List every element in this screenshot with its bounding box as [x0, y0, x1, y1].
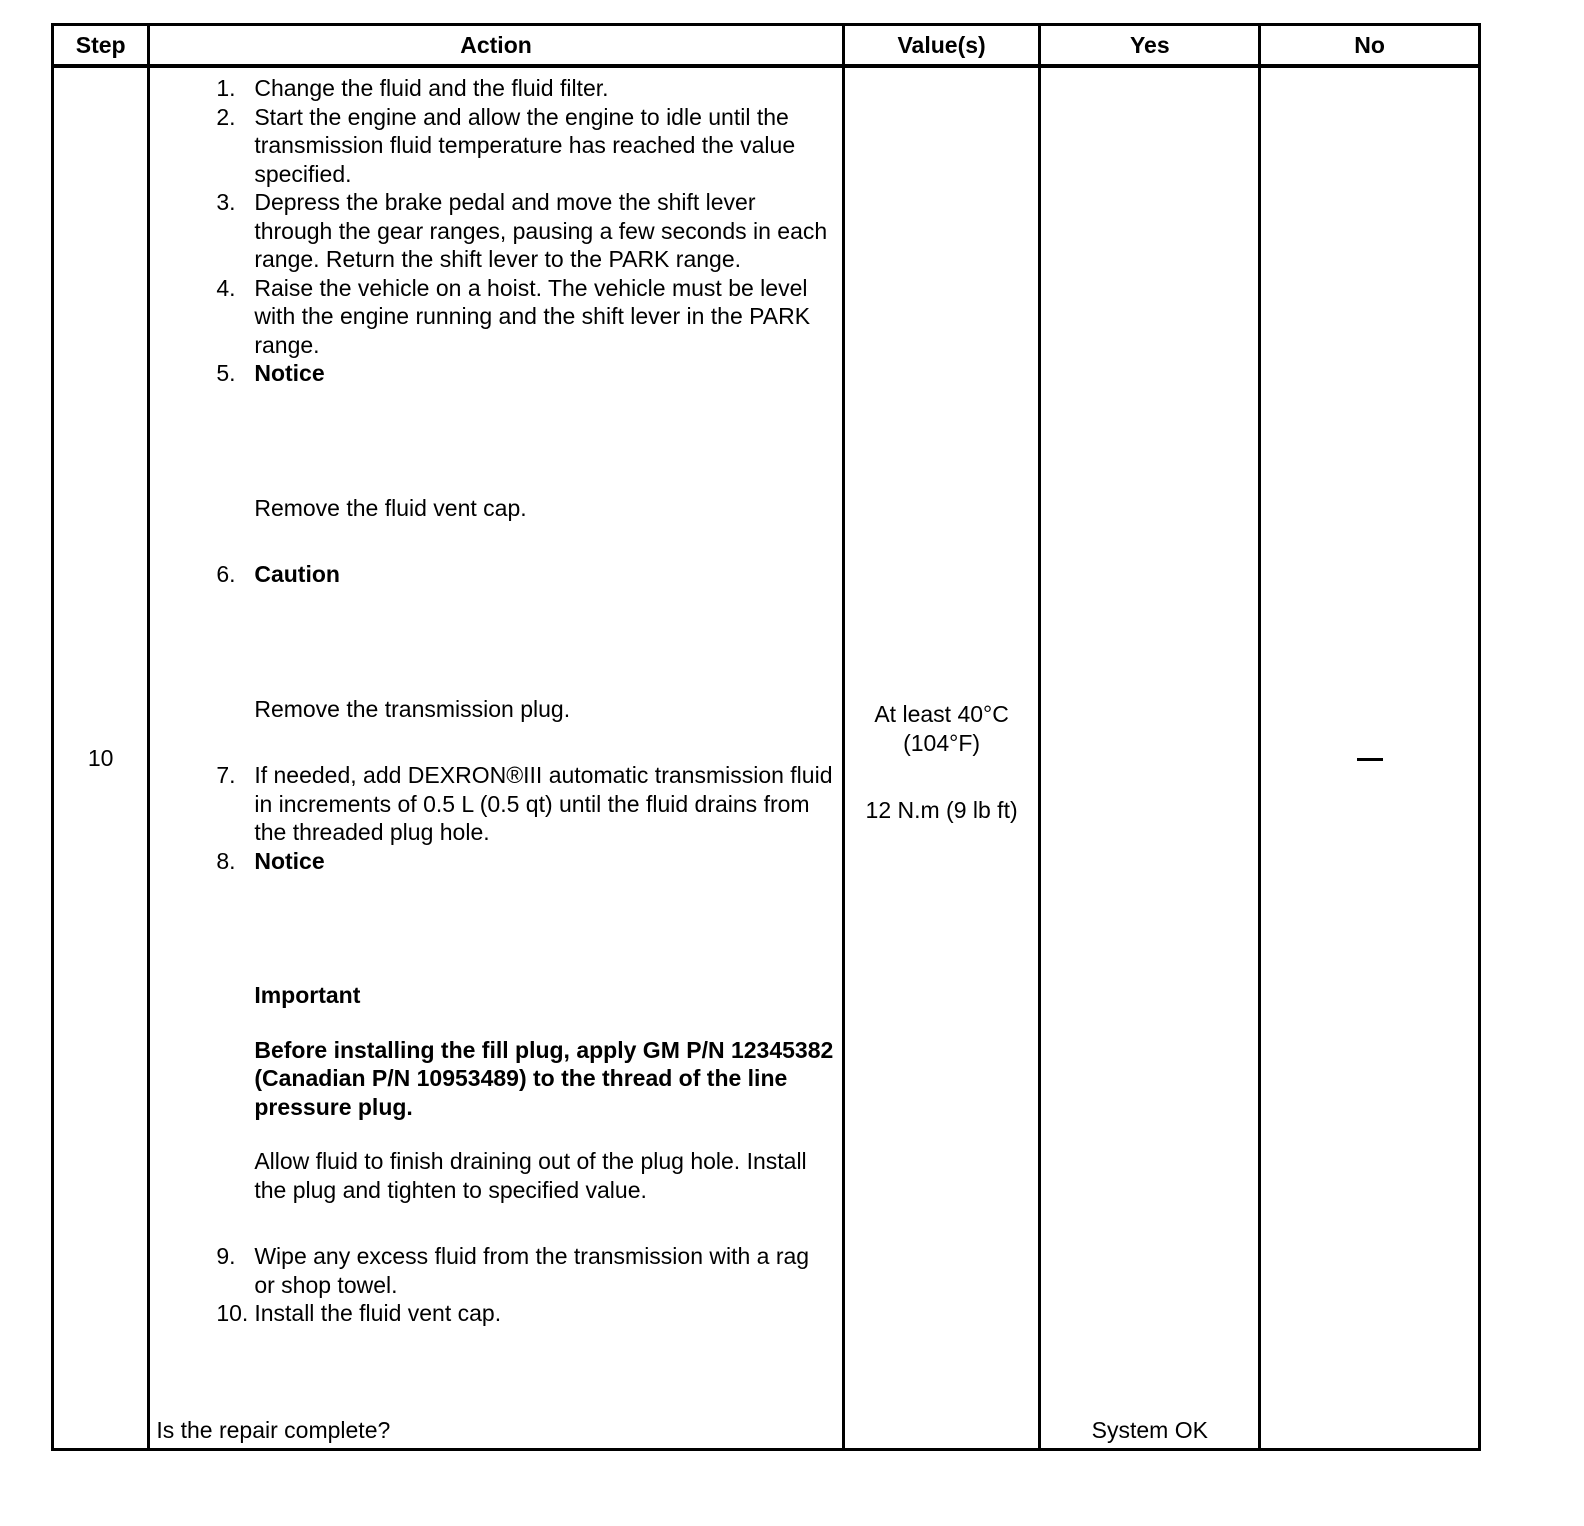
step-index: 3. [216, 189, 236, 215]
list-item [150, 359, 833, 560]
list-item [150, 560, 833, 761]
temperature-line-1: At least 40°C [874, 701, 1009, 727]
step-index: 6. [216, 561, 236, 587]
list-item [150, 188, 833, 274]
step-text: Wipe any excess fluid from the transmission with a rag or shop towel. [254, 1243, 810, 1298]
step-index: 7. [216, 762, 236, 788]
step-index: 9. [216, 1243, 236, 1269]
important-text: Before installing the fill plug, apply GM P/N 12345382 (Canadian P/N 10953489) to the thread of the line pressure plug. [254, 1036, 834, 1120]
no-cell [1260, 66, 1480, 1450]
values-cell [843, 66, 1040, 1450]
repair-question: Is the repair complete? [156, 1416, 391, 1443]
step-index: 5. [216, 360, 236, 386]
table-row [53, 66, 1480, 1450]
step-text: Change the fluid and the fluid filter. [254, 75, 609, 101]
step-index: 4. [216, 274, 236, 301]
list-item [150, 1299, 833, 1328]
list-item [150, 103, 833, 189]
torque-value: 12 N.m (9 lb ft) [865, 797, 1018, 823]
notice-label: Notice [254, 847, 325, 874]
list-item [150, 847, 833, 1243]
caution-label: Caution [254, 561, 340, 587]
header-no: No [1260, 25, 1480, 67]
action-cell [149, 66, 843, 1450]
step-text: Remove the fluid vent cap. [254, 494, 527, 521]
header-yes: Yes [1040, 25, 1260, 67]
step-text: Install the fluid vent cap. [254, 1300, 502, 1326]
step-text: Remove the transmission plug. [254, 695, 571, 722]
list-item [150, 74, 833, 103]
step-text: Start the engine and allow the engine to idle until the transmission fluid temperature has reached the value specified. [254, 103, 796, 187]
step-index: 2. [216, 103, 236, 130]
list-item [150, 274, 833, 360]
step-text: Raise the vehicle on a hoist. The vehicle must be level with the engine running and the shift lever in the PARK range. [254, 274, 811, 358]
notice-label: Notice [254, 360, 325, 386]
yes-result: System OK [1091, 1417, 1208, 1443]
step-index: 8. [216, 847, 236, 874]
no-result-dash [1357, 758, 1383, 761]
header-action: Action [149, 25, 843, 67]
list-item [150, 1242, 833, 1299]
header-values: Value(s) [843, 25, 1040, 67]
important-label: Important [254, 982, 361, 1008]
header-row [53, 25, 1480, 67]
step-text: Allow fluid to finish draining out of the plug hole. Install the plug and tighten to specified value. [254, 1148, 807, 1203]
action-steps-list [150, 68, 841, 1328]
step-index: 1. [216, 75, 236, 101]
header-step: Step [53, 25, 149, 67]
yes-cell [1040, 66, 1260, 1450]
step-text: Depress the brake pedal and move the shift lever through the gear ranges, pausing a few seconds in each range. Return the shift lever to the PARK range. [254, 189, 828, 272]
list-item [150, 761, 833, 847]
temperature-line-2: (104°F) [903, 730, 981, 756]
step-number: 10 [53, 66, 149, 1450]
step-index: 10. [216, 1300, 249, 1326]
step-text: If needed, add DEXRON®III automatic transmission fluid in increments of 0.5 L (0.5 qt) until the fluid drains from the threaded plug hole. [254, 762, 833, 845]
diagnostic-table [51, 23, 1481, 1451]
temperature-value [845, 700, 1039, 758]
